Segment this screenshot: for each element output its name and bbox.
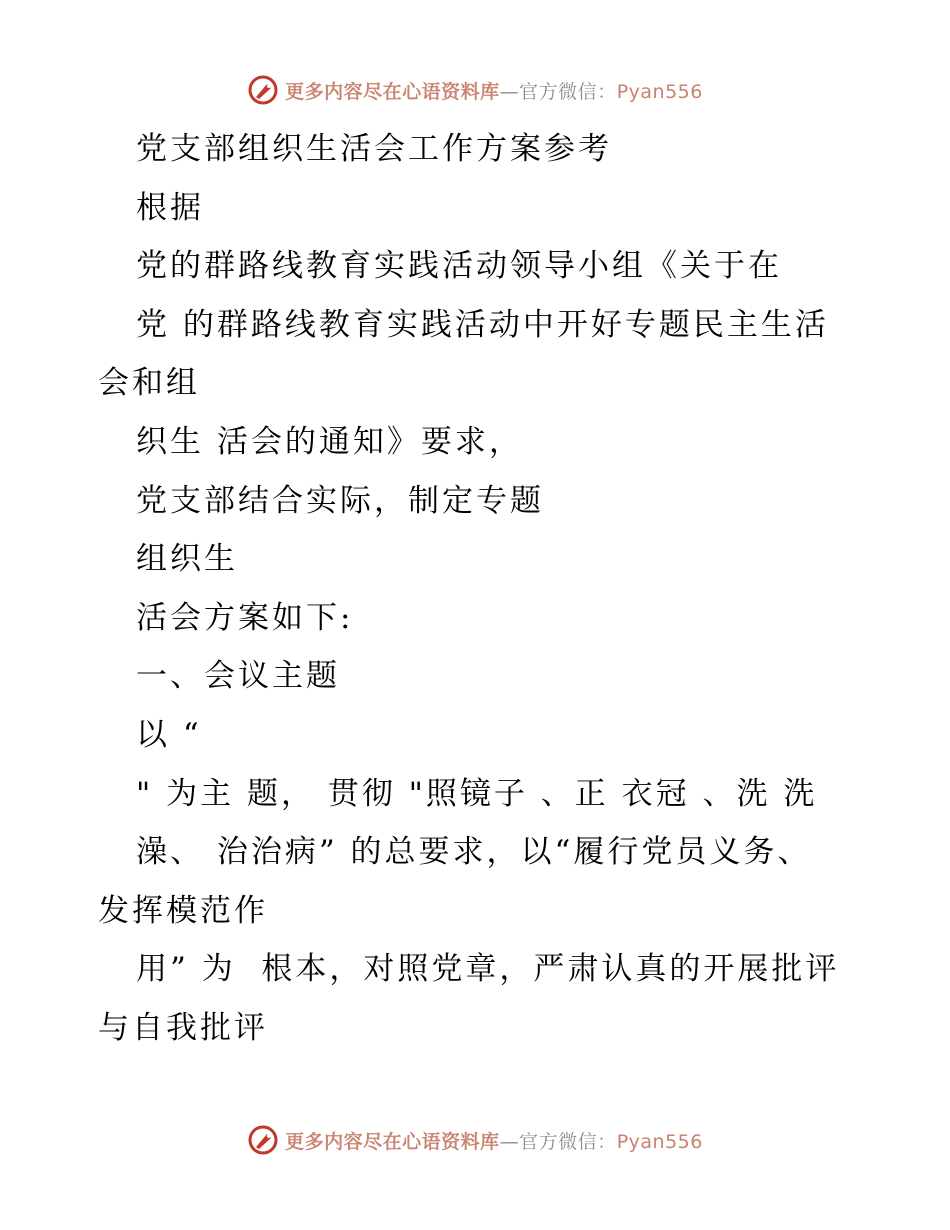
banner-wechat-id: Pyan556: [616, 80, 703, 103]
document-line: 澡、 治治病” 的总要求，以“履行党员义务、: [136, 834, 812, 871]
banner-text: [285, 77, 703, 104]
banner-title: 更多内容尽在心语资料库: [285, 80, 500, 103]
banner-wechat-label: 官方微信：: [519, 80, 617, 103]
document-line: 与自我批评: [98, 1009, 268, 1046]
document-line: " 为主 题， 贯彻 "照镜子 、正 衣冠 、洗 洗: [136, 775, 818, 812]
banner-separator: —: [499, 1130, 520, 1153]
header-banner: [0, 68, 950, 112]
document-body: [98, 120, 858, 1058]
document-line: 党 的群路线教育实践活动中开好专题民主生活: [136, 306, 829, 343]
banner-title: 更多内容尽在心语资料库: [285, 1130, 500, 1153]
pen-nib-logo-icon: [247, 74, 279, 106]
document-line: 织生 活会的通知》要求，: [136, 423, 523, 460]
document-line: 活会方案如下:: [136, 599, 354, 636]
banner-wechat-id: Pyan556: [616, 1130, 703, 1153]
document-line: 以 “: [136, 716, 202, 753]
banner-text: [285, 1127, 703, 1154]
footer-banner: [0, 1118, 950, 1162]
document-line: 党支部结合实际，制定专题: [136, 482, 544, 519]
document-line: 组织生: [136, 541, 238, 578]
pen-nib-logo-icon: [247, 1124, 279, 1156]
document-line: 党的群路线教育实践活动领导小组《关于在: [136, 248, 782, 285]
document-line: 党支部组织生活会工作方案参考: [136, 131, 612, 167]
banner-separator: —: [499, 80, 520, 103]
document-line: 用” 为 根本，对照党章，严肃认真的开展批评: [136, 951, 840, 988]
document-line: 发挥模范作: [98, 892, 268, 929]
document-line: 一、会议主题: [136, 658, 340, 695]
document-line: 根据: [136, 189, 204, 226]
banner-wechat-label: 官方微信：: [519, 1130, 617, 1153]
document-line: 会和组: [98, 365, 200, 402]
